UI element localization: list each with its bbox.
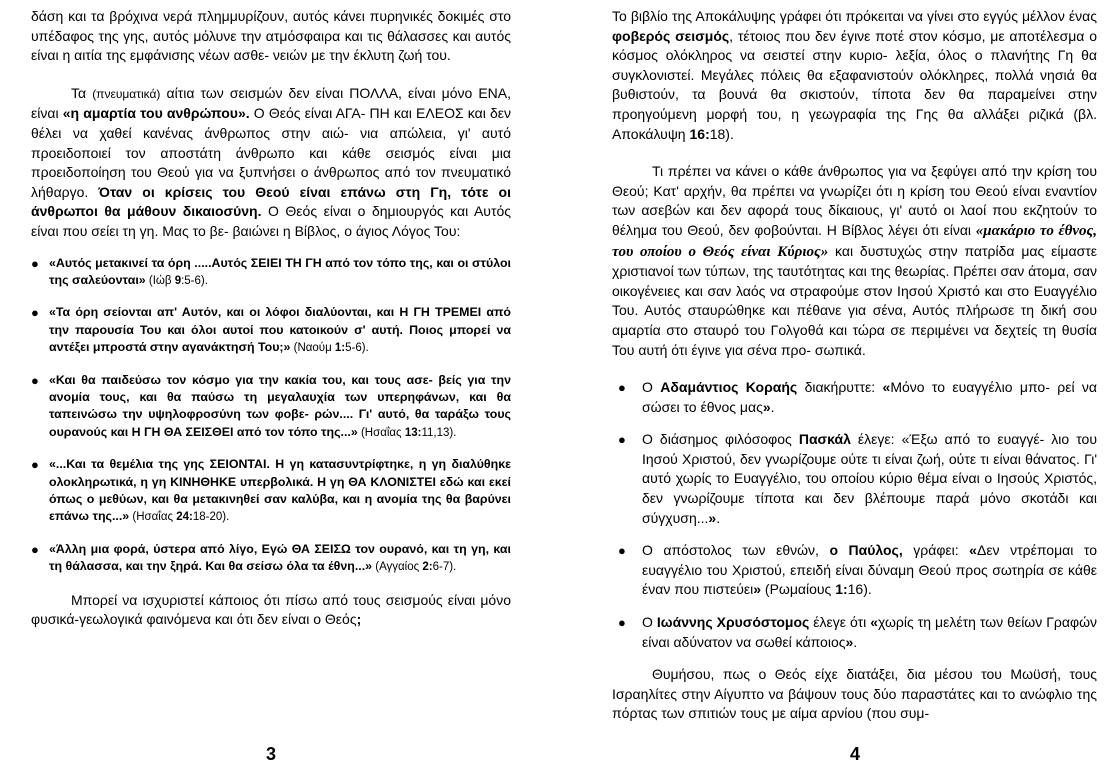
bullet-icon: ●: [31, 372, 39, 388]
bullet-icon: ●: [31, 457, 39, 473]
bullet-icon: ●: [31, 255, 39, 271]
page-number: 3: [266, 744, 277, 764]
left-paragraph-3: Μπορεί να ισχυριστεί κάποιος ότι πίσω από τους σεισμούς είναι μόνο φυσικά-γεωλογικά φαινόμενα και ότι δεν είναι ο Θεός;: [31, 591, 511, 628]
scripture-quote: ● «...Και τα θεμέλια της γης ΣΕΙΟΝΤΑΙ. Η γη κατασυντρίφτηκε, η γη διαλύθηκε ολοκληρωτικά, η γη ΚΙΝΗΘΗΚΕ υπερβολικά. Η γη ΘΑ ΚΛΟΝΙΣΤΕΙ εδώ και εκεί όπως ο μεθύων, και θα μετακινηθεί σαν καλύβα, και η ανομία της θα βαρύνει επάνω της...» (Ησαΐας 24:18-20).: [31, 457, 511, 524]
quotation-item: ● Ο Ιωάννης Χρυσόστομος έλεγε ότι «χωρίς τη μελέτη των θείων Γραφών είναι αδύνατον να σωθεί κάποιος».: [618, 614, 1098, 650]
bullet-icon: ●: [618, 615, 626, 631]
left-paragraph-2: Τα (πνευματικά) αίτια των σεισμών δεν είναι ΠΟΛΛΑ, είναι μόνο ΕΝΑ, είναι «η αμαρτία του ανθρώπου». Ο Θεός είναι ΑΓΑ- ΠΗ και ΕΛΕΟΣ και δεν θέλει να χαθεί κανένας άνθρωπος στην αιώ- νια απώλεια, γι' αυτό προειδοποιεί τον αποστάτη άνθρωπο και κάθε σεισμός είναι μια προειδοποίηση του Θεού για να ξυπνήσει ο άνθρωπος από τον πνευματικό λήθαργο. Όταν οι κρίσεις του Θεού είναι επάνω στη Γη, τότε οι άνθρωποι θα μάθουν δικαιοσύνη. Ο Θεός είναι ο δημιουργός και Αυτός είναι που σείει τη γη. Μας το βε- βαιώνει η Βίβλος, ο άγιος Λόγος Του:: [31, 84, 512, 239]
quotation-item: ● Ο απόστολος των εθνών, ο Παύλος, γράφει: «Δεν ντρέπομαι το ευαγγέλιο του Χριστού, επειδή είναι δύναμη Θεού προς σωτηρία σε κάθε έναν που πιστεύει» (Ρωμαίους 1:16).: [618, 542, 1097, 598]
right-paragraph-3: Θυμήσου, πως ο Θεός είχε διατάξει, δια μέσου του Μωϋσή, τους Ισραηλίτες στην Αίγυπτο να βάψουν τους δύο παραστάτες και το ανώφλιο της πόρτας των σπιτιών τους με αίμα αρνίου (που συμ-: [612, 666, 1097, 722]
scripture-quote: ● «Άλλη μια φορά, ύστερα από λίγο, Εγώ ΘΑ ΣΕΙΣΩ τον ουρανό, και τη γη, και τη θάλασσα, και την ξηρά. Και θα σείσω όλα τα έθνη...» (Αγγαίος 2:6-7).: [31, 541, 511, 574]
bullet-icon: ●: [31, 541, 39, 557]
scripture-quote: ● «Τα όρη σείονται απ' Αυτόν, και οι λόφοι διαλύονται, και Η ΓΗ ΤΡΕΜΕΙ από την παρουσία Του και όλοι αυτοί που κατοικούν σ' αυτή. Ποιος μπορεί να αντέξει μπροστά στην αγανάκτησή Του;» (Ναούμ 1:5-6).: [31, 305, 511, 355]
quotation-item: ● Ο διάσημος φιλόσοφος Πασκάλ έλεγε: «Έξω από το ευαγγέ- λιο του Ιησού Χριστού, δεν γνωρίζουμε ούτε τι είναι ζωή, ούτε τι είναι θάνατος. Γι' αυτό χωρίς το Ευαγγέλιο, του οποίου κύριο θέμα είναι ο Ιησούς Χριστός, δεν γνωρίζουμε τίποτα και δεν βλέπουμε παρά μόνο σκοτάδι και σύγχυση...».: [618, 431, 1097, 526]
quotation-list: [612, 378, 1097, 652]
right-page-text-column: [612, 7, 1097, 724]
right-paragraph-1: Το βιβλίο της Αποκάλυψης γράφει ότι πρόκειται να γίνει στο εγγύς μέλλον ένας φοβερός σεισμός, τέτοιος που δεν έγινε ποτέ στον κόσμο, με αποτέλεσμα ο κόσμος ολόκληρος να σειστεί στην κυριο- λεξία, όλος ο πλανήτης Γη θα συγκλονιστεί. Μεγάλες πόλεις θα εξαφανιστούν ολόκληρες, πολλά νησιά θα βυθιστούν, τα βουνά θα σκιστούν, τίποτα δεν θα παραμείνει στην προηγούμενη μορφή του, η γεωγραφία της Γης θα αλλάξει ριζικά (βλ. Αποκάλυψη 16:18).: [612, 8, 1097, 142]
bullet-icon: ●: [31, 305, 39, 321]
scripture-quote: ● «Και θα παιδεύσω τον κόσμο για την κακία του, και τους ασε- βείς για την ανομία τους, και θα παύσω τη μεγαλαυχία των υπερηφάνων, και θα ταπεινώσω την υψηλοφροσύνη των φοβε- ρών.... Γι' αυτό, θα ταράξω τους ουρανούς και Η ΓΗ ΘΑ ΣΕΙΣΘΕΙ από τον τόπο της...» (Ησαΐας 13:11,13).: [31, 372, 511, 439]
right-paragraph-2: Τι πρέπει να κάνει ο κάθε άνθρωπος για να ξεφύγει από την κρίση του Θεού; Κατ' αρχήν, θα πρέπει να γνωρίζει ότι η κρίση του Θεού είναι εναντίον των ασεβών και δεν αφορά τους δίκαιους, γι' αυτό οι λαοί που εκζητούν το θέλημα του Θεού, δεν φοβούνται. Η Βίβλος λέγει ότι είναι «μακάριο το έθνος, του οποίου ο Θεός είναι Κύριος» και δυστυχώς στην πατρίδα μας είμαστε χριστιανοί των τύπων, της ταυτότητας και της θεωρίας. Πρέπει σαν άτομα, σαν οικογένειες και σαν λαός να στραφούμε στον Ιησού Χριστό και στο Ευαγγέλιο Του. Αυτός σταυρώθηκε και πέθανε για σένα, Αυτός πλήρωσε τη δική σου αμαρτία στο σταυρό του Γολγοθά και τώρα σε περιμένει να δεχτείς τη θυσία Του αυτή ότι έγινε για σένα προ- σωπικά.: [612, 163, 1098, 358]
scripture-quote: ● «Αυτός μετακινεί τα όρη .....Αυτός ΣΕΙΕΙ ΤΗ ΓΗ από τον τόπο της, και οι στύλοι της σαλεύονται» (Ιώβ 9:5-6).: [31, 255, 511, 287]
quotation-item: ● Ο Αδαμάντιος Κοραής διακήρυττε: «Μόνο το ευαγγέλιο μπο- ρεί να σώσει το έθνος μας».: [618, 379, 1098, 415]
scripture-quote-list: [31, 255, 511, 577]
left-paragraph-1: δάση και τα βρόχινα νερά πλημμυρίζουν, αυτός κάνει πυρηνικές δοκιμές στο υπέδαφος της γης, αυτός μόλυνε την ατμόσφαιρα και τις θάλασσες και αυτός είναι η αιτία της εμφάνισης νέων ασθε- νειών με την έκλυτη ζωή του.: [31, 8, 511, 64]
left-page-text-column: [31, 7, 511, 630]
bullet-icon: ●: [618, 543, 626, 559]
page-number: 4: [850, 744, 861, 764]
bullet-icon: ●: [618, 380, 626, 396]
bullet-icon: ●: [618, 432, 626, 448]
right-page: [559, 0, 1118, 773]
